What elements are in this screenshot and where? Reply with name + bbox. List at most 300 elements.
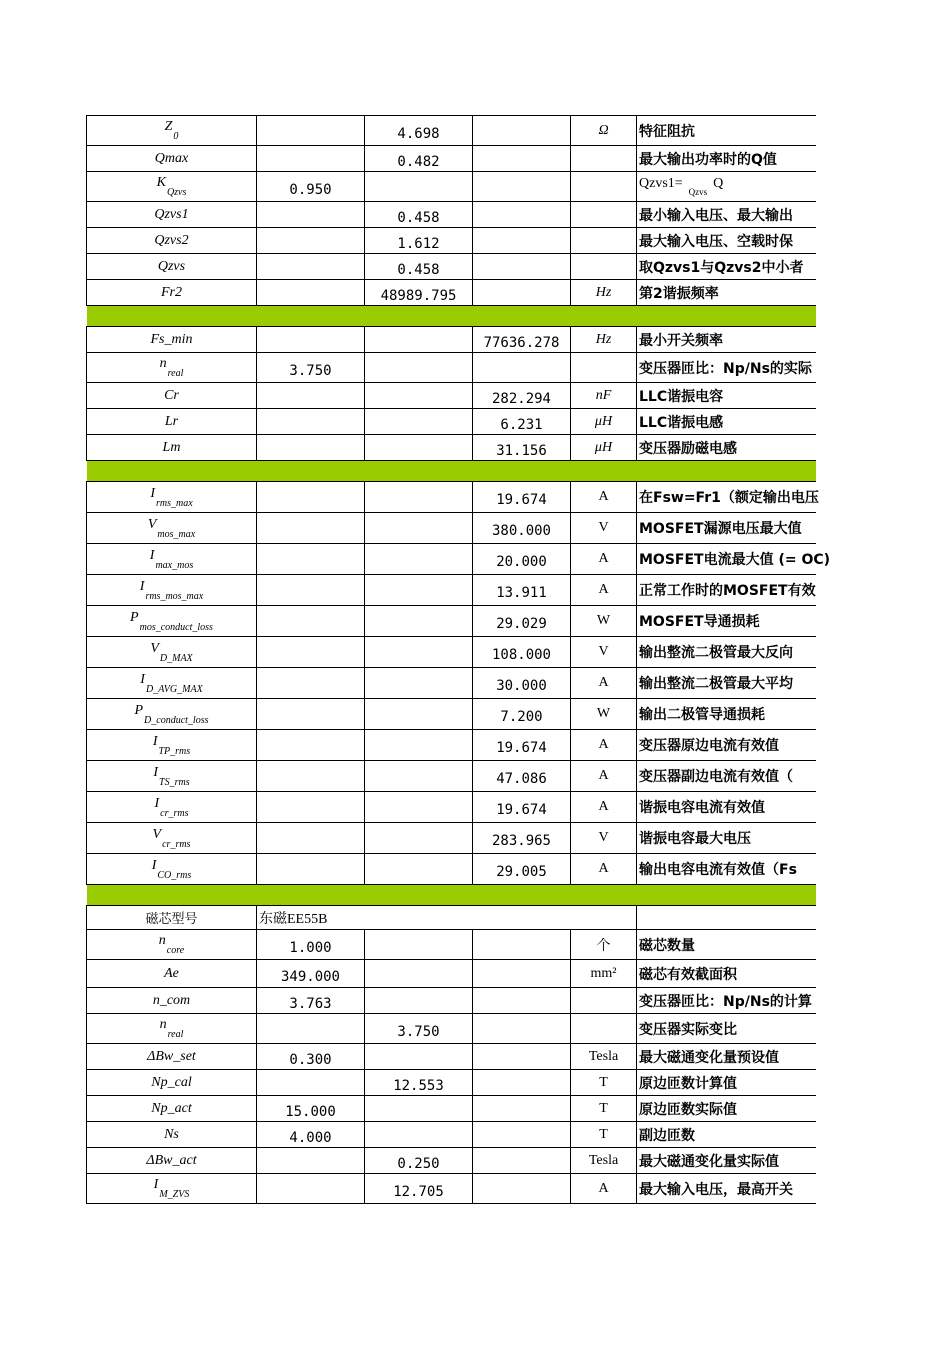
param-subscript: core: [166, 945, 185, 956]
table-row: [87, 1096, 816, 1122]
description-text: Qzvs1=: [639, 176, 683, 191]
value-cell-c2[interactable]: [365, 1096, 473, 1122]
table-row: [87, 1174, 816, 1204]
param-name-cell[interactable]: [87, 668, 257, 699]
separator-cell[interactable]: [87, 461, 257, 482]
param-name-cell[interactable]: [87, 906, 257, 930]
unit-cell[interactable]: [571, 202, 637, 228]
separator-cell[interactable]: [571, 306, 637, 327]
description-text: 变压器励磁电感: [639, 440, 737, 457]
value-cell-c2[interactable]: [365, 761, 473, 792]
value-cell-c3[interactable]: [473, 383, 571, 409]
param-name: I: [139, 578, 145, 594]
value-cell-c3[interactable]: [473, 353, 571, 383]
separator-cell[interactable]: [257, 885, 365, 906]
value-cell-c3[interactable]: [473, 606, 571, 637]
value-cell-c2[interactable]: [365, 409, 473, 435]
value-cell-c3[interactable]: [473, 482, 571, 513]
description-cell[interactable]: [637, 228, 816, 254]
description-cell[interactable]: [637, 668, 816, 699]
description-cell[interactable]: [637, 327, 816, 353]
param-name-cell[interactable]: [87, 280, 257, 306]
value-cell-c3[interactable]: [473, 761, 571, 792]
value-cell-c3[interactable]: [473, 854, 571, 885]
value-cell-c1[interactable]: [257, 228, 365, 254]
param-name: K: [156, 175, 166, 190]
param-subscript: real: [167, 368, 184, 379]
table-row: [87, 761, 816, 792]
value-cell-c1[interactable]: [257, 482, 365, 513]
value-c3: 30.000: [496, 678, 547, 694]
value-cell-c2[interactable]: [365, 513, 473, 544]
param-name-cell[interactable]: [87, 513, 257, 544]
description-cell[interactable]: [637, 730, 816, 761]
value-cell-c3[interactable]: [473, 435, 571, 461]
value-cell-c3[interactable]: [473, 1122, 571, 1148]
param-name-cell[interactable]: [87, 854, 257, 885]
table-body: [87, 116, 831, 1204]
table-row: [87, 575, 816, 606]
value-cell-c1[interactable]: [257, 792, 365, 823]
description-text: 最大输入电压，最高开关: [639, 1181, 793, 1198]
table-row: [87, 637, 816, 668]
separator-cell[interactable]: [87, 306, 257, 327]
description-cell[interactable]: [637, 1148, 816, 1174]
param-subscript: mos_max: [157, 528, 196, 540]
value-cell-c1[interactable]: [257, 1122, 365, 1148]
value-cell-c3[interactable]: [473, 930, 571, 960]
value-c3: 283.965: [491, 833, 551, 849]
value-cell-c2[interactable]: [365, 146, 473, 172]
param-name-cell[interactable]: [87, 435, 257, 461]
unit-cell[interactable]: [571, 228, 637, 254]
value-cell-c2[interactable]: [365, 637, 473, 668]
value-cell-c2[interactable]: [365, 823, 473, 854]
value-cell-c2[interactable]: [365, 1148, 473, 1174]
value-cell-c3[interactable]: [473, 1174, 571, 1204]
description-text: 变压器原边电流有效值: [639, 738, 779, 754]
table-row: [87, 606, 816, 637]
unit-text: Tesla: [588, 1152, 619, 1168]
value-cell-c2[interactable]: [365, 353, 473, 383]
table-row: [87, 854, 816, 885]
param-name-cell[interactable]: [87, 1096, 257, 1122]
description-cell[interactable]: [637, 544, 831, 575]
param-name-cell[interactable]: [87, 1070, 257, 1096]
description-cell[interactable]: [637, 930, 816, 960]
value-cell-c3[interactable]: [473, 202, 571, 228]
table-row: [87, 435, 816, 461]
unit-cell[interactable]: [571, 327, 637, 353]
separator-cell[interactable]: [637, 306, 816, 327]
param-name-cell[interactable]: [87, 988, 257, 1014]
value-cell-c2[interactable]: [365, 1122, 473, 1148]
value-cell-c2[interactable]: [365, 792, 473, 823]
param-name-cell[interactable]: [87, 254, 257, 280]
separator-cell[interactable]: [473, 306, 571, 327]
unit-cell[interactable]: [571, 1070, 637, 1096]
description-cell[interactable]: [637, 482, 819, 513]
value-cell-c1[interactable]: [257, 960, 365, 988]
unit-text: A: [598, 737, 609, 752]
value-cell-c1[interactable]: [257, 575, 365, 606]
unit-text: 个: [596, 938, 611, 954]
param-name-cell[interactable]: [87, 637, 257, 668]
separator-cell[interactable]: [257, 461, 365, 482]
unit-cell[interactable]: [571, 668, 637, 699]
separator-cell[interactable]: [365, 461, 473, 482]
value-cell-c3[interactable]: [473, 1148, 571, 1174]
param-name: Qzvs1: [154, 206, 189, 222]
value-cell-c3[interactable]: [473, 988, 571, 1014]
table-row: [87, 668, 816, 699]
value-cell-c1[interactable]: [257, 1070, 365, 1096]
value-cell-c1[interactable]: [257, 327, 365, 353]
table-row: [87, 1014, 816, 1044]
param-name-cell[interactable]: [87, 960, 257, 988]
description-text: 正常工作时的MOSFET有效: [639, 583, 816, 599]
separator-cell[interactable]: [571, 461, 637, 482]
table-row: [87, 930, 816, 960]
description-cell[interactable]: [637, 280, 816, 306]
param-name-cell[interactable]: [87, 172, 257, 202]
table-row: [87, 172, 816, 202]
description-text: 谐振电容电流有效值: [639, 800, 765, 816]
value-cell-c2[interactable]: [365, 699, 473, 730]
description-cell[interactable]: [637, 761, 816, 792]
table-row: [87, 280, 816, 306]
unit-cell[interactable]: [571, 792, 637, 823]
param-name-cell[interactable]: [87, 383, 257, 409]
param-name-cell[interactable]: [87, 409, 257, 435]
value-cell-c1[interactable]: [257, 606, 365, 637]
value-cell-c1[interactable]: [257, 730, 365, 761]
value-cell-c2[interactable]: [365, 172, 473, 202]
value-cell-c2[interactable]: [365, 930, 473, 960]
value-cell-c3[interactable]: [473, 730, 571, 761]
separator-cell[interactable]: [637, 461, 816, 482]
unit-cell[interactable]: [571, 146, 637, 172]
value-cell-c3[interactable]: [473, 1070, 571, 1096]
value-cell-c2[interactable]: [365, 228, 473, 254]
description-cell[interactable]: [637, 699, 816, 730]
value-cell-c2[interactable]: [365, 1070, 473, 1096]
value-cell-c3[interactable]: [473, 960, 571, 988]
param-name-cell[interactable]: [87, 761, 257, 792]
unit-cell[interactable]: [571, 254, 637, 280]
value-c1: 3.750: [289, 362, 332, 379]
table-row: [87, 792, 816, 823]
description-cell[interactable]: [637, 254, 816, 280]
value-c3: 108.000: [491, 647, 551, 663]
description-cell[interactable]: [637, 435, 816, 461]
value-cell-c1[interactable]: [257, 435, 365, 461]
description-text: 输出二极管导通损耗: [639, 707, 765, 723]
description-cell[interactable]: [637, 1122, 816, 1148]
value-cell-c2[interactable]: [365, 254, 473, 280]
value-cell-c1[interactable]: [257, 254, 365, 280]
value-cell-c2[interactable]: [365, 327, 473, 353]
value-cell-c3[interactable]: [473, 327, 571, 353]
param-subscript: D_MAX: [159, 652, 193, 664]
value-cell-c3[interactable]: [473, 699, 571, 730]
unit-cell[interactable]: [571, 699, 637, 730]
value-cell-c1[interactable]: [257, 1174, 365, 1204]
description-cell[interactable]: [637, 409, 816, 435]
description-cell[interactable]: [637, 1044, 816, 1070]
separator-cell[interactable]: [365, 885, 473, 906]
value-cell-c3[interactable]: [473, 172, 571, 202]
value-cell-c2[interactable]: [365, 960, 473, 988]
unit-cell[interactable]: [571, 606, 637, 637]
param-name-cell[interactable]: [87, 202, 257, 228]
table-row: [87, 1044, 816, 1070]
description-cell[interactable]: [637, 172, 816, 202]
value-cell-c2[interactable]: [365, 544, 473, 575]
value-cell-c1[interactable]: [257, 668, 365, 699]
param-name-cell[interactable]: [87, 228, 257, 254]
param-name-cell[interactable]: [87, 1044, 257, 1070]
value-cell-c1[interactable]: [257, 1148, 365, 1174]
value-cell-c1[interactable]: [257, 823, 365, 854]
unit-cell[interactable]: [571, 1122, 637, 1148]
value-c3: 380.000: [491, 523, 551, 539]
description-cell[interactable]: [637, 383, 816, 409]
description-text: 输出整流二极管最大平均: [639, 676, 793, 692]
unit-cell[interactable]: [571, 353, 637, 383]
value-cell-c1[interactable]: [257, 353, 365, 383]
param-name-cell[interactable]: [87, 544, 257, 575]
value-cell-c3[interactable]: [473, 575, 571, 606]
unit-cell[interactable]: [571, 930, 637, 960]
value-cell-c3[interactable]: [473, 1044, 571, 1070]
unit-cell[interactable]: [571, 823, 637, 854]
unit-cell[interactable]: [571, 1148, 637, 1174]
description-cell[interactable]: [637, 353, 816, 383]
unit-cell[interactable]: [571, 172, 637, 202]
value-cell-c3[interactable]: [473, 146, 571, 172]
value-cell-c1[interactable]: [257, 1096, 365, 1122]
value-cell-c1[interactable]: [257, 854, 365, 885]
unit-cell[interactable]: [571, 435, 637, 461]
value-cell-c2[interactable]: [365, 280, 473, 306]
separator-cell[interactable]: [637, 885, 816, 906]
value-cell-c3[interactable]: [473, 513, 571, 544]
description-cell[interactable]: [637, 1174, 816, 1204]
unit-cell[interactable]: [571, 730, 637, 761]
value-c1: 1.000: [289, 939, 332, 956]
unit-cell[interactable]: [571, 116, 637, 146]
value-cell-c3[interactable]: [473, 792, 571, 823]
separator-cell[interactable]: [87, 885, 257, 906]
description-cell[interactable]: [637, 988, 816, 1014]
value-cell-c2[interactable]: [365, 116, 473, 146]
unit-cell[interactable]: [571, 761, 637, 792]
value-cell-c2[interactable]: [365, 1174, 473, 1204]
value-cell-c3[interactable]: [473, 254, 571, 280]
param-name: I: [152, 733, 158, 749]
unit-cell[interactable]: [571, 1174, 637, 1204]
value-cell-c3[interactable]: [473, 668, 571, 699]
param-name-cell[interactable]: [87, 1014, 257, 1044]
table-row: [87, 1122, 816, 1148]
unit-text: Ω: [598, 122, 609, 138]
description-cell[interactable]: [637, 575, 816, 606]
param-name: ΔBw_set: [147, 1048, 196, 1064]
param-subscript: 0: [173, 131, 179, 142]
param-name-cell[interactable]: [87, 146, 257, 172]
value-c3: 19.674: [496, 802, 547, 818]
value-cell-c2[interactable]: [365, 383, 473, 409]
unit-cell[interactable]: [571, 513, 637, 544]
table-row: [87, 254, 816, 280]
value-cell-c3[interactable]: [473, 228, 571, 254]
param-name-cell[interactable]: [87, 1174, 257, 1204]
value-cell-c1[interactable]: [257, 513, 365, 544]
param-name: I: [153, 1177, 159, 1192]
value-cell-c2[interactable]: [365, 1044, 473, 1070]
param-name-cell[interactable]: [87, 1148, 257, 1174]
param-name: Fs_min: [150, 331, 193, 347]
unit-cell[interactable]: [571, 544, 637, 575]
unit-text: T: [599, 1100, 608, 1116]
separator-cell[interactable]: [571, 885, 637, 906]
param-name-cell[interactable]: [87, 792, 257, 823]
unit-cell[interactable]: [571, 1096, 637, 1122]
value-cell-c2[interactable]: [365, 730, 473, 761]
value-c3: 7.200: [500, 709, 543, 725]
param-name-cell[interactable]: [87, 930, 257, 960]
value-cell-c1[interactable]: [257, 637, 365, 668]
description-cell[interactable]: [637, 202, 816, 228]
value-cell-c1[interactable]: [257, 383, 365, 409]
value-cell-c1[interactable]: [257, 146, 365, 172]
value-cell-c2[interactable]: [365, 854, 473, 885]
param-name: Ns: [164, 1126, 179, 1142]
value-cell-c2[interactable]: [365, 482, 473, 513]
param-name-cell[interactable]: [87, 353, 257, 383]
param-name-cell[interactable]: [87, 116, 257, 146]
param-name-cell[interactable]: [87, 699, 257, 730]
unit-text: μH: [594, 413, 613, 429]
description-cell[interactable]: [637, 854, 816, 885]
value-c2: 0.482: [397, 153, 440, 170]
unit-cell[interactable]: [571, 482, 637, 513]
description-cell[interactable]: [637, 1014, 816, 1044]
description-cell[interactable]: [637, 1070, 816, 1096]
value-cell-c1[interactable]: [257, 930, 365, 960]
value-cell-c1[interactable]: [257, 761, 365, 792]
value-c2: 4.698: [397, 125, 440, 142]
param-name-cell[interactable]: [87, 482, 257, 513]
value-cell-c3[interactable]: [473, 637, 571, 668]
unit-cell[interactable]: [571, 409, 637, 435]
value-cell-c1[interactable]: [257, 280, 365, 306]
description-cell[interactable]: [637, 116, 816, 146]
param-subscript: CO_rms: [157, 869, 192, 881]
description-cell[interactable]: [637, 637, 816, 668]
value-cell-c2[interactable]: [365, 668, 473, 699]
unit-cell[interactable]: [571, 988, 637, 1014]
param-name-cell[interactable]: [87, 606, 257, 637]
param-name: Np_act: [151, 1100, 192, 1116]
param-name: I: [140, 671, 145, 687]
separator-cell[interactable]: [365, 306, 473, 327]
value-cell-c3[interactable]: [473, 823, 571, 854]
value-cell-c1[interactable]: [257, 1014, 365, 1044]
unit-text: V: [598, 830, 609, 845]
value-cell-c2[interactable]: [365, 202, 473, 228]
param-name-cell[interactable]: [87, 327, 257, 353]
param-name-cell[interactable]: [87, 1122, 257, 1148]
unit-cell[interactable]: [571, 1044, 637, 1070]
value-cell-c2[interactable]: [365, 575, 473, 606]
separator-cell[interactable]: [473, 461, 571, 482]
table-row: [87, 1148, 816, 1174]
value-cell-c3[interactable]: [473, 1096, 571, 1122]
unit-cell[interactable]: [571, 960, 637, 988]
description-text: 磁芯有效截面积: [639, 966, 737, 983]
param-name: Np_cal: [151, 1074, 192, 1090]
description-cell[interactable]: [637, 513, 816, 544]
unit-cell[interactable]: [571, 854, 637, 885]
separator-cell[interactable]: [257, 306, 365, 327]
value-cell-c3[interactable]: [473, 1014, 571, 1044]
param-name-cell[interactable]: [87, 575, 257, 606]
unit-cell[interactable]: [571, 280, 637, 306]
value-cell-c2[interactable]: [365, 988, 473, 1014]
description-text: MOSFET漏源电压最大值: [639, 521, 802, 537]
description-cell[interactable]: [637, 1096, 816, 1122]
description-cell[interactable]: [637, 823, 816, 854]
value-cell-c2[interactable]: [365, 606, 473, 637]
value-cell-c3[interactable]: [473, 280, 571, 306]
value-cell-c1[interactable]: [257, 699, 365, 730]
table-row: [87, 353, 816, 383]
value-cell-c1[interactable]: [257, 544, 365, 575]
value-c3: 47.086: [496, 771, 547, 787]
value-cell-c1[interactable]: [257, 988, 365, 1014]
description-cell[interactable]: [637, 606, 816, 637]
unit-cell[interactable]: [571, 1014, 637, 1044]
value-cell-c3[interactable]: [473, 409, 571, 435]
description-cell[interactable]: [637, 792, 816, 823]
core-model-value[interactable]: [257, 906, 637, 930]
value-cell-c1[interactable]: [257, 1044, 365, 1070]
unit-cell[interactable]: [571, 637, 637, 668]
unit-cell[interactable]: [571, 383, 637, 409]
section-separator: [87, 306, 816, 327]
value-cell-c1[interactable]: [257, 172, 365, 202]
unit-cell[interactable]: [571, 575, 637, 606]
value-cell-c2[interactable]: [365, 1014, 473, 1044]
value-cell-c1[interactable]: [257, 116, 365, 146]
param-name-cell[interactable]: [87, 823, 257, 854]
separator-cell[interactable]: [473, 885, 571, 906]
value-cell-c2[interactable]: [365, 435, 473, 461]
description-text: 第2谐振频率: [639, 285, 719, 302]
value-cell-c1[interactable]: [257, 409, 365, 435]
value-cell-c3[interactable]: [473, 544, 571, 575]
param-subscript: D_conduct_loss: [144, 714, 209, 726]
description-cell[interactable]: [637, 146, 816, 172]
description-cell[interactable]: [637, 960, 816, 988]
desc-cell[interactable]: [637, 906, 816, 930]
param-name-cell[interactable]: [87, 730, 257, 761]
value-cell-c1[interactable]: [257, 202, 365, 228]
value-cell-c3[interactable]: [473, 116, 571, 146]
description-text: MOSFET电流最大值 (= OC): [639, 552, 831, 568]
